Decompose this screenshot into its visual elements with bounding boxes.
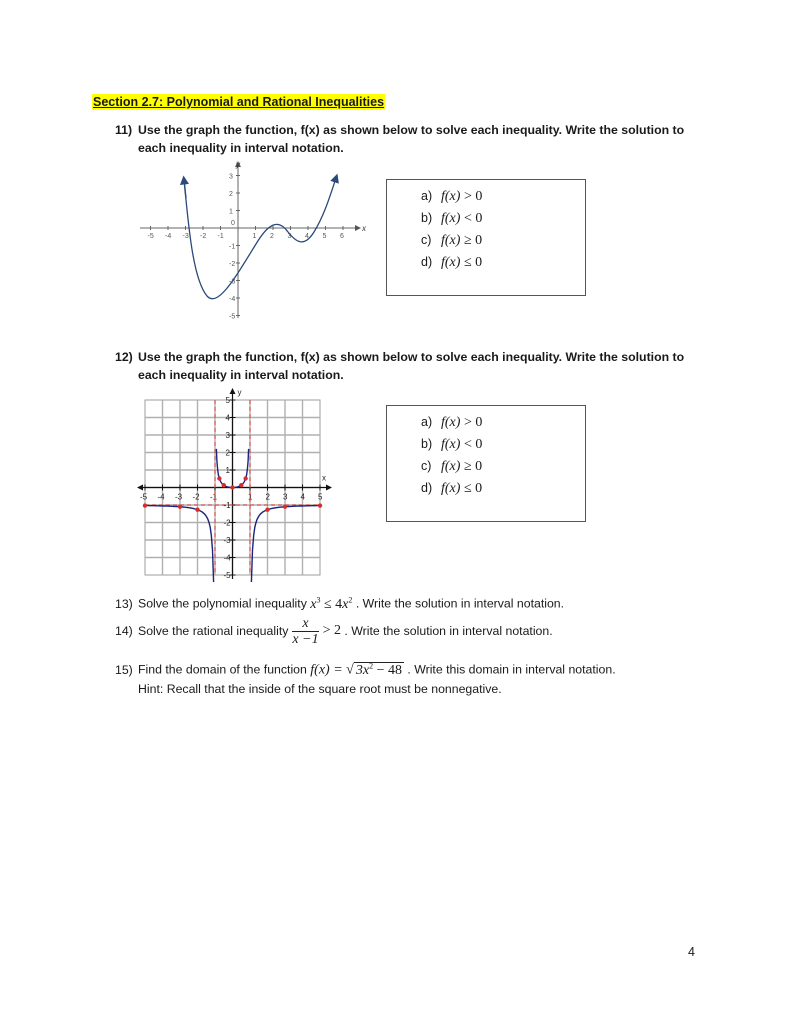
graph-point (318, 503, 322, 507)
inequality-expression: f(x) ≥ 0 (441, 233, 483, 248)
x-tick-label: -5 (140, 492, 148, 502)
prompt-line-2: each inequality in interval notation. (138, 367, 344, 382)
answer-item (421, 211, 482, 226)
y-tick-label: 3 (229, 173, 233, 181)
answer-label: b) (421, 437, 433, 451)
q15-hint: Hint: Recall that the inside of the square root must be nonnegative. (138, 682, 502, 696)
y-tick-label: -5 (223, 571, 231, 580)
radicand-term: 3x (355, 662, 370, 678)
exponent: 3 (316, 595, 321, 604)
y-tick-label: 5 (225, 396, 230, 405)
answer-label: c) (421, 459, 432, 473)
x-tick-label: 1 (252, 233, 257, 240)
x-tick-label: 2 (265, 492, 270, 502)
section-title: Section 2.7: Polynomial and Rational Inequalities (93, 95, 385, 109)
y-tick-label: 2 (229, 191, 233, 198)
x-axis-label: x (322, 473, 326, 483)
graph-point (239, 483, 243, 487)
sqrt-symbol: √ (346, 662, 354, 678)
x-tick-label: -1 (210, 492, 218, 502)
exponent: 2 (369, 661, 374, 670)
graph-point (230, 485, 234, 489)
answer-label: d) (421, 255, 433, 269)
x-tick-label: -4 (165, 233, 172, 240)
x-axis-label: x (362, 224, 366, 233)
inequality-expression: f(x) ≤ 0 (441, 481, 483, 496)
graph-point (243, 476, 247, 480)
answer-label: c) (421, 233, 432, 247)
prompt-line-1: Use the graph the function, f(x) as shown below to solve each inequality. Write the solution to (138, 350, 685, 364)
inequality-expression: f(x) < 0 (441, 211, 483, 226)
inequality-expression: f(x) < 0 (441, 437, 483, 452)
y-tick-label: 2 (225, 448, 230, 458)
answer-item (421, 481, 482, 496)
x-tick-label: 5 (318, 492, 323, 502)
x-tick-label: 2 (270, 233, 274, 240)
x-tick-label: 4 (300, 492, 305, 502)
question-number: 11) (115, 123, 133, 137)
answer-item (421, 233, 482, 248)
q15-text: Find the domain of the function (138, 662, 307, 677)
q12-answer-box (386, 405, 586, 522)
answer-item (421, 437, 482, 452)
graph-point (195, 507, 199, 511)
graph-point (143, 503, 147, 507)
math-var: x (342, 596, 349, 612)
question-15 (115, 658, 616, 679)
q15-instruction: . Write this domain in interval notation. (407, 662, 616, 677)
graph-point (178, 505, 182, 509)
x-tick-label: -5 (147, 233, 154, 240)
y-tick-label: -2 (229, 261, 236, 268)
question-number: 15) (115, 662, 133, 677)
question-14 (115, 614, 553, 648)
inequality-expression: f(x) ≥ 0 (441, 459, 483, 474)
exponent: 2 (348, 595, 353, 604)
prompt-line-2: each inequality in interval notation. (138, 140, 344, 155)
x-tick-label: 4 (305, 233, 309, 240)
q12-graph (135, 382, 350, 582)
answer-item (421, 459, 482, 474)
radicand (354, 662, 404, 678)
x-tick-label: -3 (175, 492, 183, 502)
q15-function (310, 662, 404, 678)
math-relation: ≤ 4 (323, 596, 343, 612)
y-tick-label: -3 (223, 536, 231, 545)
q13-text: Solve the polynomial inequality (138, 596, 307, 611)
y-tick-label: -4 (223, 553, 231, 563)
x-tick-label: -4 (157, 492, 165, 502)
q14-instruction: . Write the solution in interval notation. (344, 624, 553, 638)
x-tick-label: 0 (231, 220, 235, 227)
answer-label: a) (421, 415, 433, 429)
question-number: 13) (115, 596, 133, 611)
question-11-prompt (115, 122, 715, 157)
y-axis-arrow (230, 388, 236, 394)
y-tick-label: -4 (229, 296, 236, 303)
inequality-expression: f(x) > 0 (441, 415, 483, 430)
answer-item (421, 415, 482, 430)
graph-point (265, 507, 269, 511)
x-tick-label: -3 (182, 233, 189, 240)
answer-label: b) (421, 211, 433, 225)
q14-relation: > 2 (322, 623, 341, 638)
q14-text: Solve the rational inequality (138, 624, 289, 638)
x-tick-label: -2 (192, 492, 200, 502)
fraction-denominator: x −1 (292, 631, 319, 647)
x-tick-label: -1 (217, 233, 224, 240)
inequality-expression: f(x) > 0 (441, 189, 483, 204)
y-axis-label: y (236, 160, 240, 169)
radicand-tail: − 48 (373, 662, 402, 678)
page-number: 4 (688, 945, 695, 959)
x-tick-label: 5 (322, 233, 327, 240)
question-number: 12) (115, 350, 133, 364)
x-tick-label: -2 (200, 233, 207, 240)
prompt-line-1: Use the graph the function, f(x) as shown below to solve each inequality. Write the solution to (138, 123, 685, 137)
y-tick-label: 3 (225, 431, 230, 440)
x-tick-label: 1 (248, 492, 253, 502)
y-axis-label: y (237, 388, 242, 397)
x-tick-label: 6 (340, 233, 344, 240)
x-tick-label: 3 (287, 233, 292, 240)
q11-graph (140, 158, 365, 320)
y-tick-label: 1 (229, 208, 233, 216)
q13-inequality (310, 597, 352, 612)
inequality-expression: f(x) ≤ 0 (441, 255, 483, 270)
graph-point (222, 483, 226, 487)
x-axis-arrow (137, 485, 143, 491)
y-tick-label: -1 (223, 501, 231, 510)
y-tick-label: -1 (229, 243, 236, 251)
function-name: f(x) = (310, 662, 347, 678)
q11-answer-box (386, 179, 586, 296)
y-tick-label: -5 (229, 313, 236, 321)
fraction-numerator: x (292, 616, 318, 632)
question-12-prompt (115, 349, 715, 384)
answer-item (421, 255, 482, 270)
y-tick-label: -3 (229, 278, 236, 286)
y-tick-label: 4 (225, 413, 230, 423)
question-13 (115, 592, 564, 613)
graph-point (283, 505, 287, 509)
y-tick-label: -2 (223, 518, 231, 528)
math-var: x (310, 596, 317, 612)
answer-label: a) (421, 189, 433, 203)
x-axis-arrow (326, 485, 332, 491)
q13-instruction: . Write the solution in interval notation. (355, 596, 565, 611)
question-number: 14) (115, 624, 133, 638)
graph-point (217, 476, 221, 480)
y-tick-label: 1 (225, 466, 230, 475)
answer-item (421, 189, 482, 204)
x-tick-label: 3 (283, 492, 288, 502)
polynomial-curve (184, 178, 336, 299)
q14-fraction (292, 616, 318, 647)
answer-label: d) (421, 481, 433, 495)
